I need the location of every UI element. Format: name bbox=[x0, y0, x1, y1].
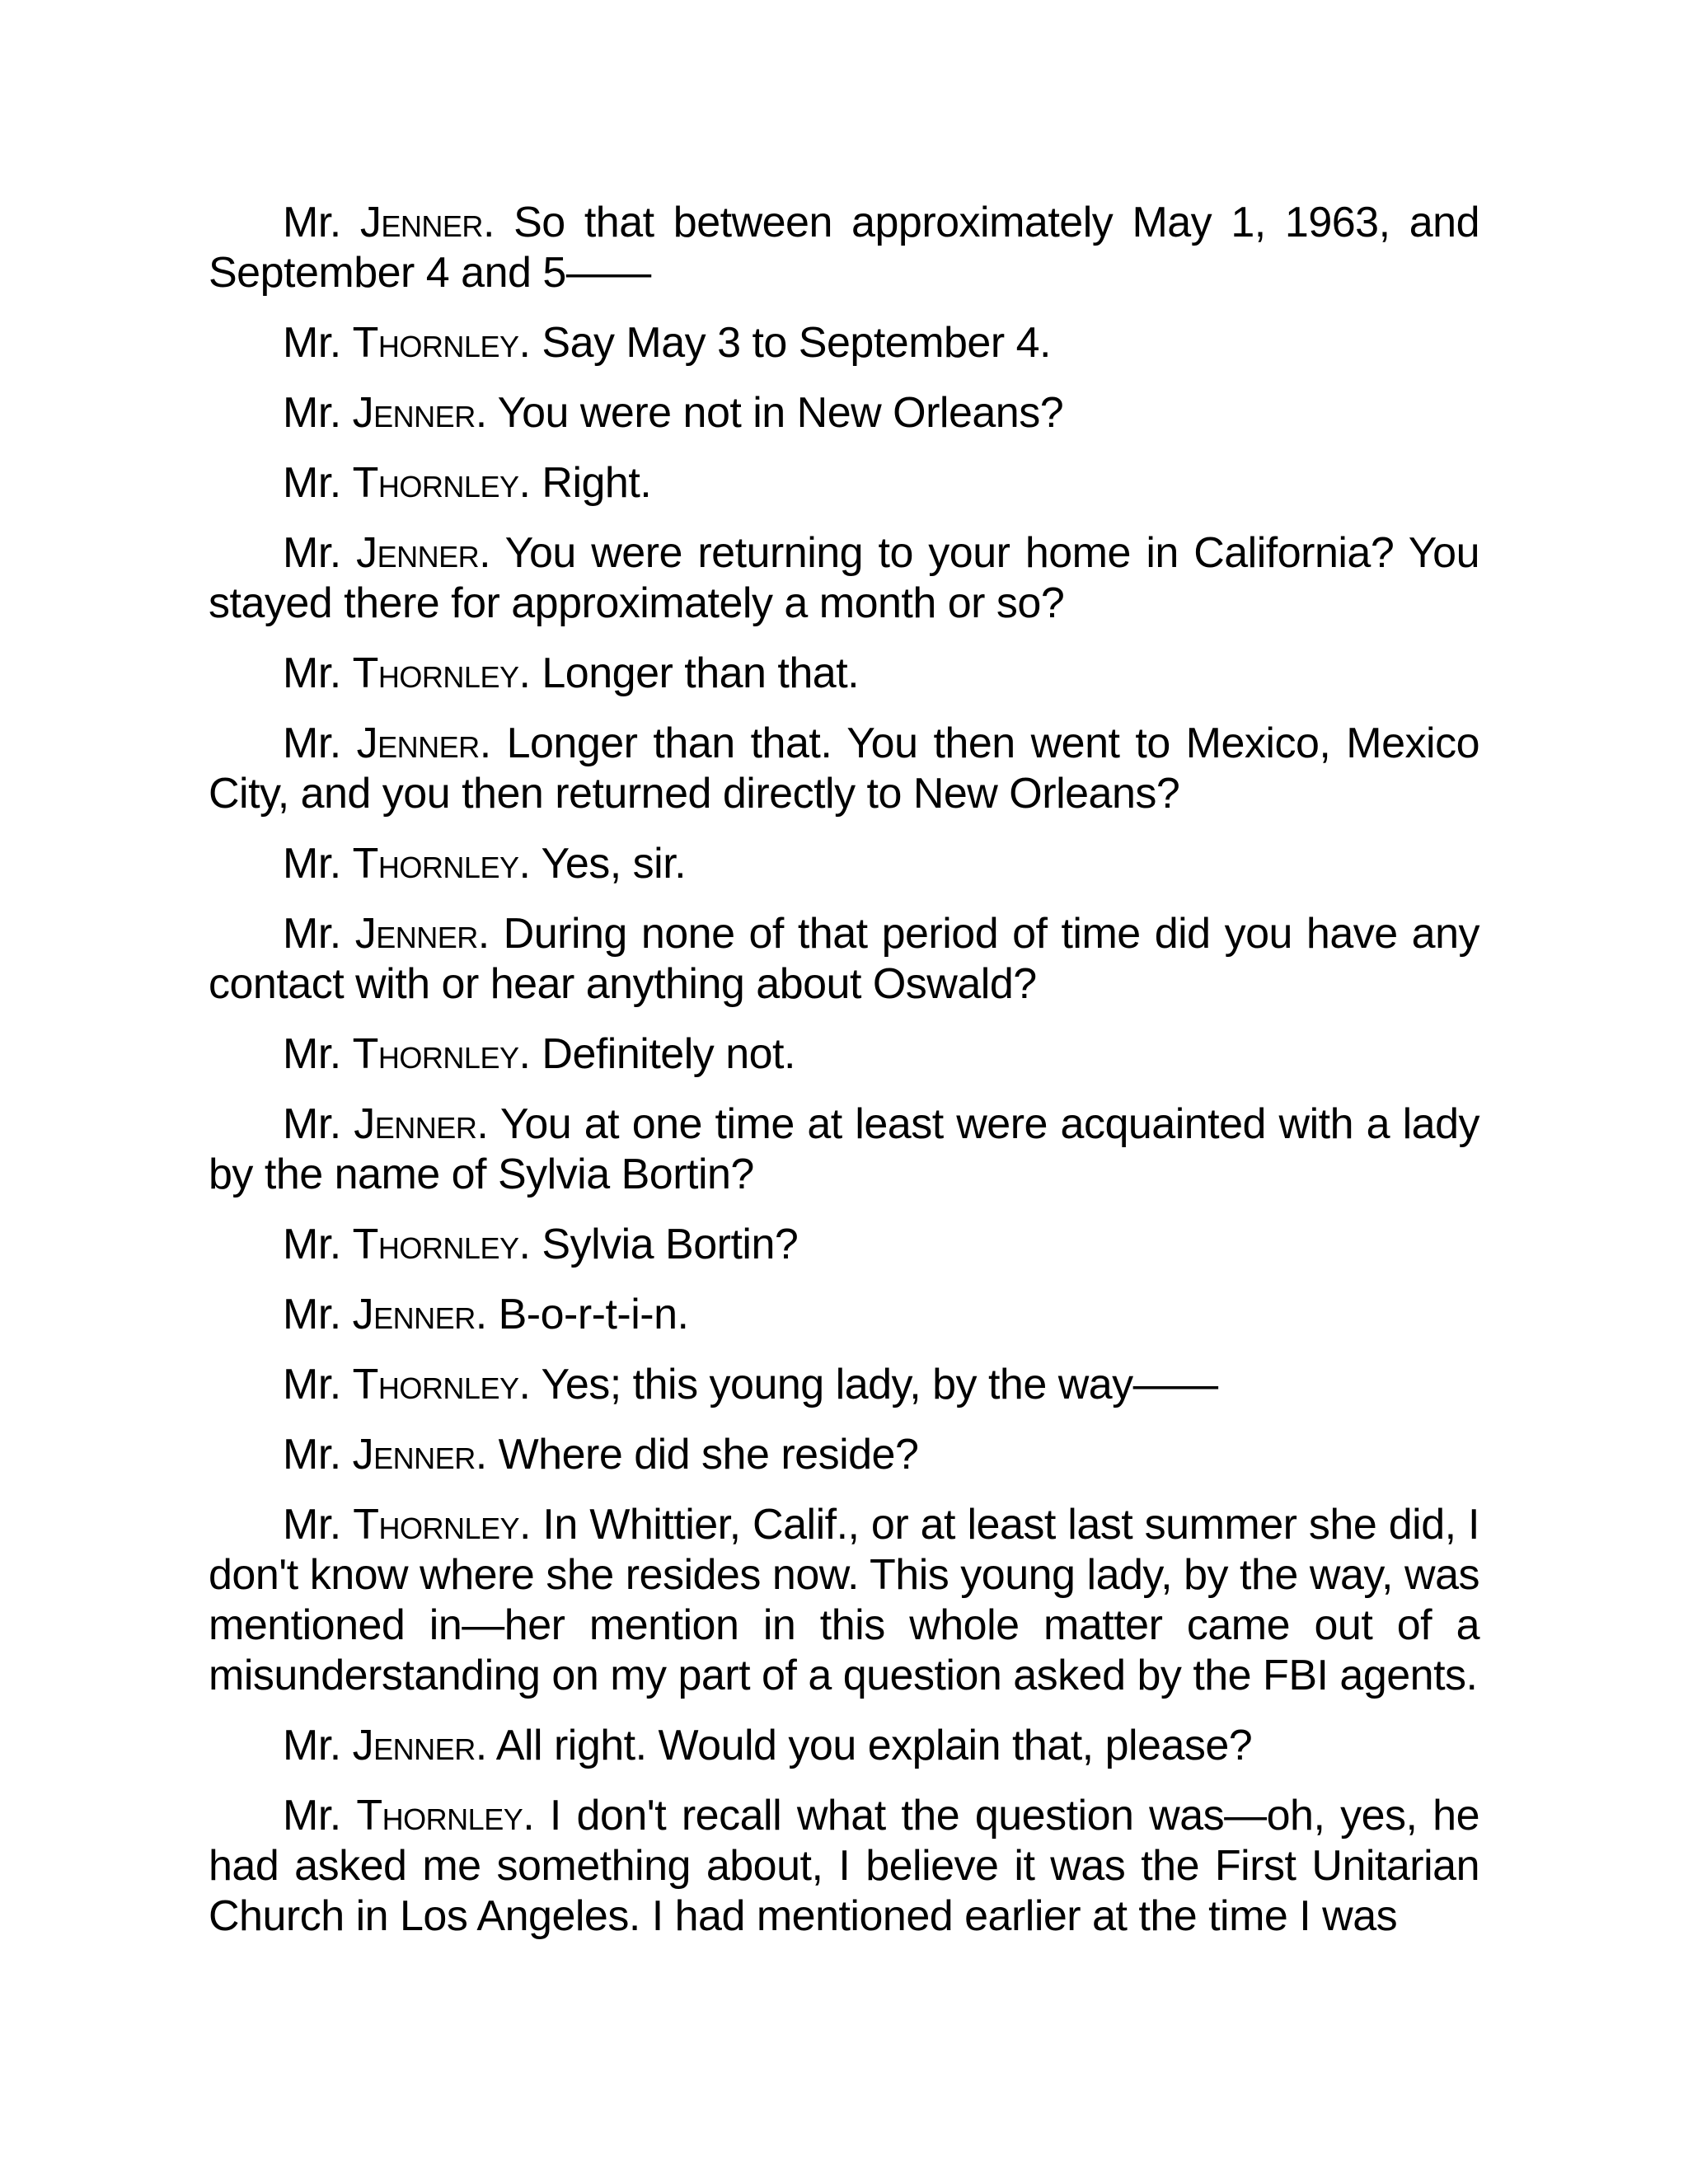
utterance-text: You were not in New Orleans? bbox=[486, 389, 1064, 437]
transcript-paragraph bbox=[209, 1099, 1479, 1200]
utterance-text: You were returning to your home in California? You stayed there for approximately a month or so? bbox=[209, 529, 1479, 627]
transcript-paragraph bbox=[209, 388, 1479, 438]
transcript bbox=[209, 198, 1479, 1942]
transcript-paragraph bbox=[209, 198, 1479, 298]
speaker-name: Mr. Jenner. bbox=[283, 199, 495, 246]
speaker-name: Mr. Thornley. bbox=[283, 459, 531, 507]
speaker-name: Mr. Jenner. bbox=[283, 1291, 487, 1338]
speaker-name: Mr. Jenner. bbox=[283, 1100, 489, 1148]
speaker-name: Mr. Thornley. bbox=[283, 319, 531, 367]
transcript-paragraph bbox=[209, 649, 1479, 699]
utterance-text: Longer than that. You then went to Mexico, Mexico City, and you then returned directly to New Orleans? bbox=[209, 719, 1479, 818]
transcript-paragraph bbox=[209, 839, 1479, 889]
utterance-text: During none of that period of time did you have any contact with or hear anything about Oswald? bbox=[209, 910, 1479, 1008]
transcript-paragraph bbox=[209, 1220, 1479, 1270]
transcript-paragraph bbox=[209, 458, 1479, 509]
utterance-text: Sylvia Bortin? bbox=[530, 1221, 799, 1268]
transcript-paragraph bbox=[209, 1290, 1479, 1340]
transcript-paragraph bbox=[209, 1360, 1479, 1410]
speaker-name: Mr. Jenner. bbox=[283, 389, 487, 437]
utterance-text: Yes; this young lady, by the way—— bbox=[530, 1361, 1218, 1408]
utterance-text: Definitely not. bbox=[530, 1030, 795, 1078]
utterance-text: In Whittier, Calif., or at least last summer she did, I don't know where she resides now. This young lady, by the way, was mentioned in—her mention in this whole matter came out of a misunderstanding on my part of a question asked by the FBI agents. bbox=[209, 1501, 1479, 1699]
utterance-text: Longer than that. bbox=[530, 649, 860, 697]
transcript-paragraph bbox=[209, 909, 1479, 1010]
transcript-paragraph bbox=[209, 318, 1479, 368]
speaker-name: Mr. Thornley. bbox=[283, 1501, 531, 1549]
utterance-text: Where did she reside? bbox=[486, 1431, 919, 1479]
speaker-name: Mr. Thornley. bbox=[283, 840, 531, 888]
transcript-paragraph bbox=[209, 528, 1479, 629]
utterance-text: So that between approximately May 1, 1963, and September 4 and 5—— bbox=[209, 199, 1479, 297]
speaker-name: Mr. Jenner. bbox=[283, 1431, 487, 1479]
utterance-text: Yes, sir. bbox=[530, 840, 687, 888]
utterance-text: Right. bbox=[530, 459, 652, 507]
speaker-name: Mr. Jenner. bbox=[283, 910, 490, 958]
transcript-paragraph bbox=[209, 719, 1479, 819]
speaker-name: Mr. Thornley. bbox=[283, 1030, 531, 1078]
speaker-name: Mr. Thornley. bbox=[283, 1221, 531, 1268]
transcript-paragraph bbox=[209, 1430, 1479, 1480]
transcript-paragraph bbox=[209, 1721, 1479, 1771]
speaker-name: Mr. Jenner. bbox=[283, 529, 491, 577]
speaker-name: Mr. Thornley. bbox=[283, 1361, 531, 1408]
speaker-name: Mr. Thornley. bbox=[283, 1792, 535, 1840]
speaker-name: Mr. Jenner. bbox=[283, 719, 491, 767]
speaker-name: Mr. Thornley. bbox=[283, 649, 531, 697]
utterance-text: You at one time at least were acquainted with a lady by the name of Sylvia Bortin? bbox=[209, 1100, 1479, 1198]
transcript-paragraph bbox=[209, 1029, 1479, 1080]
transcript-paragraph bbox=[209, 1500, 1479, 1701]
utterance-text: B-o-r-t-i-n. bbox=[486, 1291, 689, 1338]
utterance-text: I don't recall what the question was—oh, yes, he had asked me something about, I believe it was the First Unitarian Church in Los Angeles. I had mentioned earlier at the time I was bbox=[209, 1792, 1479, 1940]
transcript-paragraph bbox=[209, 1791, 1479, 1942]
utterance-text: Say May 3 to September 4. bbox=[530, 319, 1051, 367]
speaker-name: Mr. Jenner. bbox=[283, 1722, 487, 1769]
utterance-text: All right. Would you explain that, please? bbox=[486, 1722, 1253, 1769]
